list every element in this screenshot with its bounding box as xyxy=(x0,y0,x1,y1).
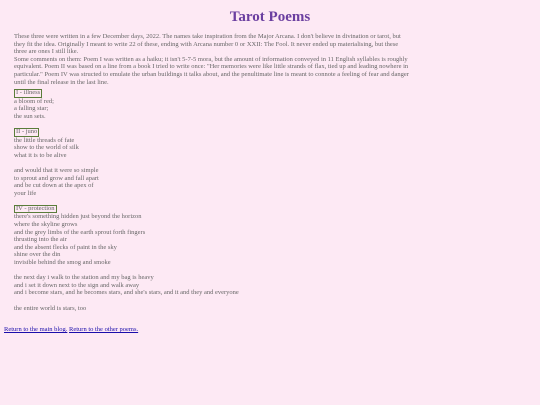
poem-illness xyxy=(14,89,412,120)
other-poems-link[interactable]: Return to the other poems. xyxy=(69,326,139,333)
poem-line: to sprout and grow and fall apart xyxy=(14,174,99,182)
poem-line: and i set it down next to the sign and walk away xyxy=(14,281,140,289)
intro-comments-paragraph: Some comments on them: Poem I was written as a haiku; it isn't 5-7-5 mora, but the amount of information conveyed in 11 English syllables is roughly equivalent. Poem II was based on a line from a book I tried to write once: "Her memories were like little strands of flax, tied up and leading nowhere in particular." Poem IV was structed to emulate the urban buildings it talks about, and the penultimate line is meant to connote a feeling of fear and danger until the final release in the last line. xyxy=(14,55,409,86)
poem-line: where the skyline grows xyxy=(14,220,78,228)
poem-line: thrusting into the air xyxy=(14,236,67,244)
poem-line: a falling star; xyxy=(14,105,49,113)
poem-line: the little threads of fate xyxy=(14,136,75,144)
intro-paragraph: These three were written in a few December days, 2022. The names take inspiration from the Major Arcana. I don't believe in divination or tarot, but they fit the idea. Originally I meant to write 22 of these, ending with Arcana number 0 or XXII: The Fool. It never ended up materialising, but these three are ones I still like. xyxy=(14,33,401,56)
poem-line: the next day i walk to the station and my bag is heavy xyxy=(14,274,154,282)
poem-line: what it is to be alive xyxy=(14,151,67,159)
footer-links xyxy=(4,326,138,333)
poem-title: II - juno xyxy=(16,128,38,136)
poem-title: I - illness xyxy=(16,89,41,97)
poem-protection xyxy=(14,205,412,312)
poem-line: the sun sets. xyxy=(14,112,46,120)
page-content xyxy=(14,33,412,312)
poem-line: your life xyxy=(14,189,37,197)
poem-line: there's something hidden just beyond the horizon xyxy=(14,213,142,221)
poem-line: and i become stars, and he becomes stars, and she's stars, and it and they and everyone xyxy=(14,289,239,297)
poem-line: the entire world is stars, too xyxy=(14,304,87,312)
poem-line: and would that it were so simple xyxy=(14,166,99,174)
poem-line: and the grey limbs of the earth sprout forth fingers xyxy=(14,228,146,236)
poem-title: IV - protection xyxy=(16,204,55,212)
poem-juno xyxy=(14,128,412,197)
poem-line: and the absent flecks of paint in the sky xyxy=(14,243,117,251)
poem-line: and be cut down at the apex of xyxy=(14,182,94,190)
poem-line: show to the world of silk xyxy=(14,144,79,152)
poem-line: a bloom of red; xyxy=(14,97,54,105)
poem-line: invisible behind the smog and smoke xyxy=(14,258,111,266)
page-title: Tarot Poems xyxy=(229,9,311,25)
main-blog-link[interactable]: Return to the main blog. xyxy=(4,326,68,333)
poem-line: shine over the din xyxy=(14,251,61,259)
